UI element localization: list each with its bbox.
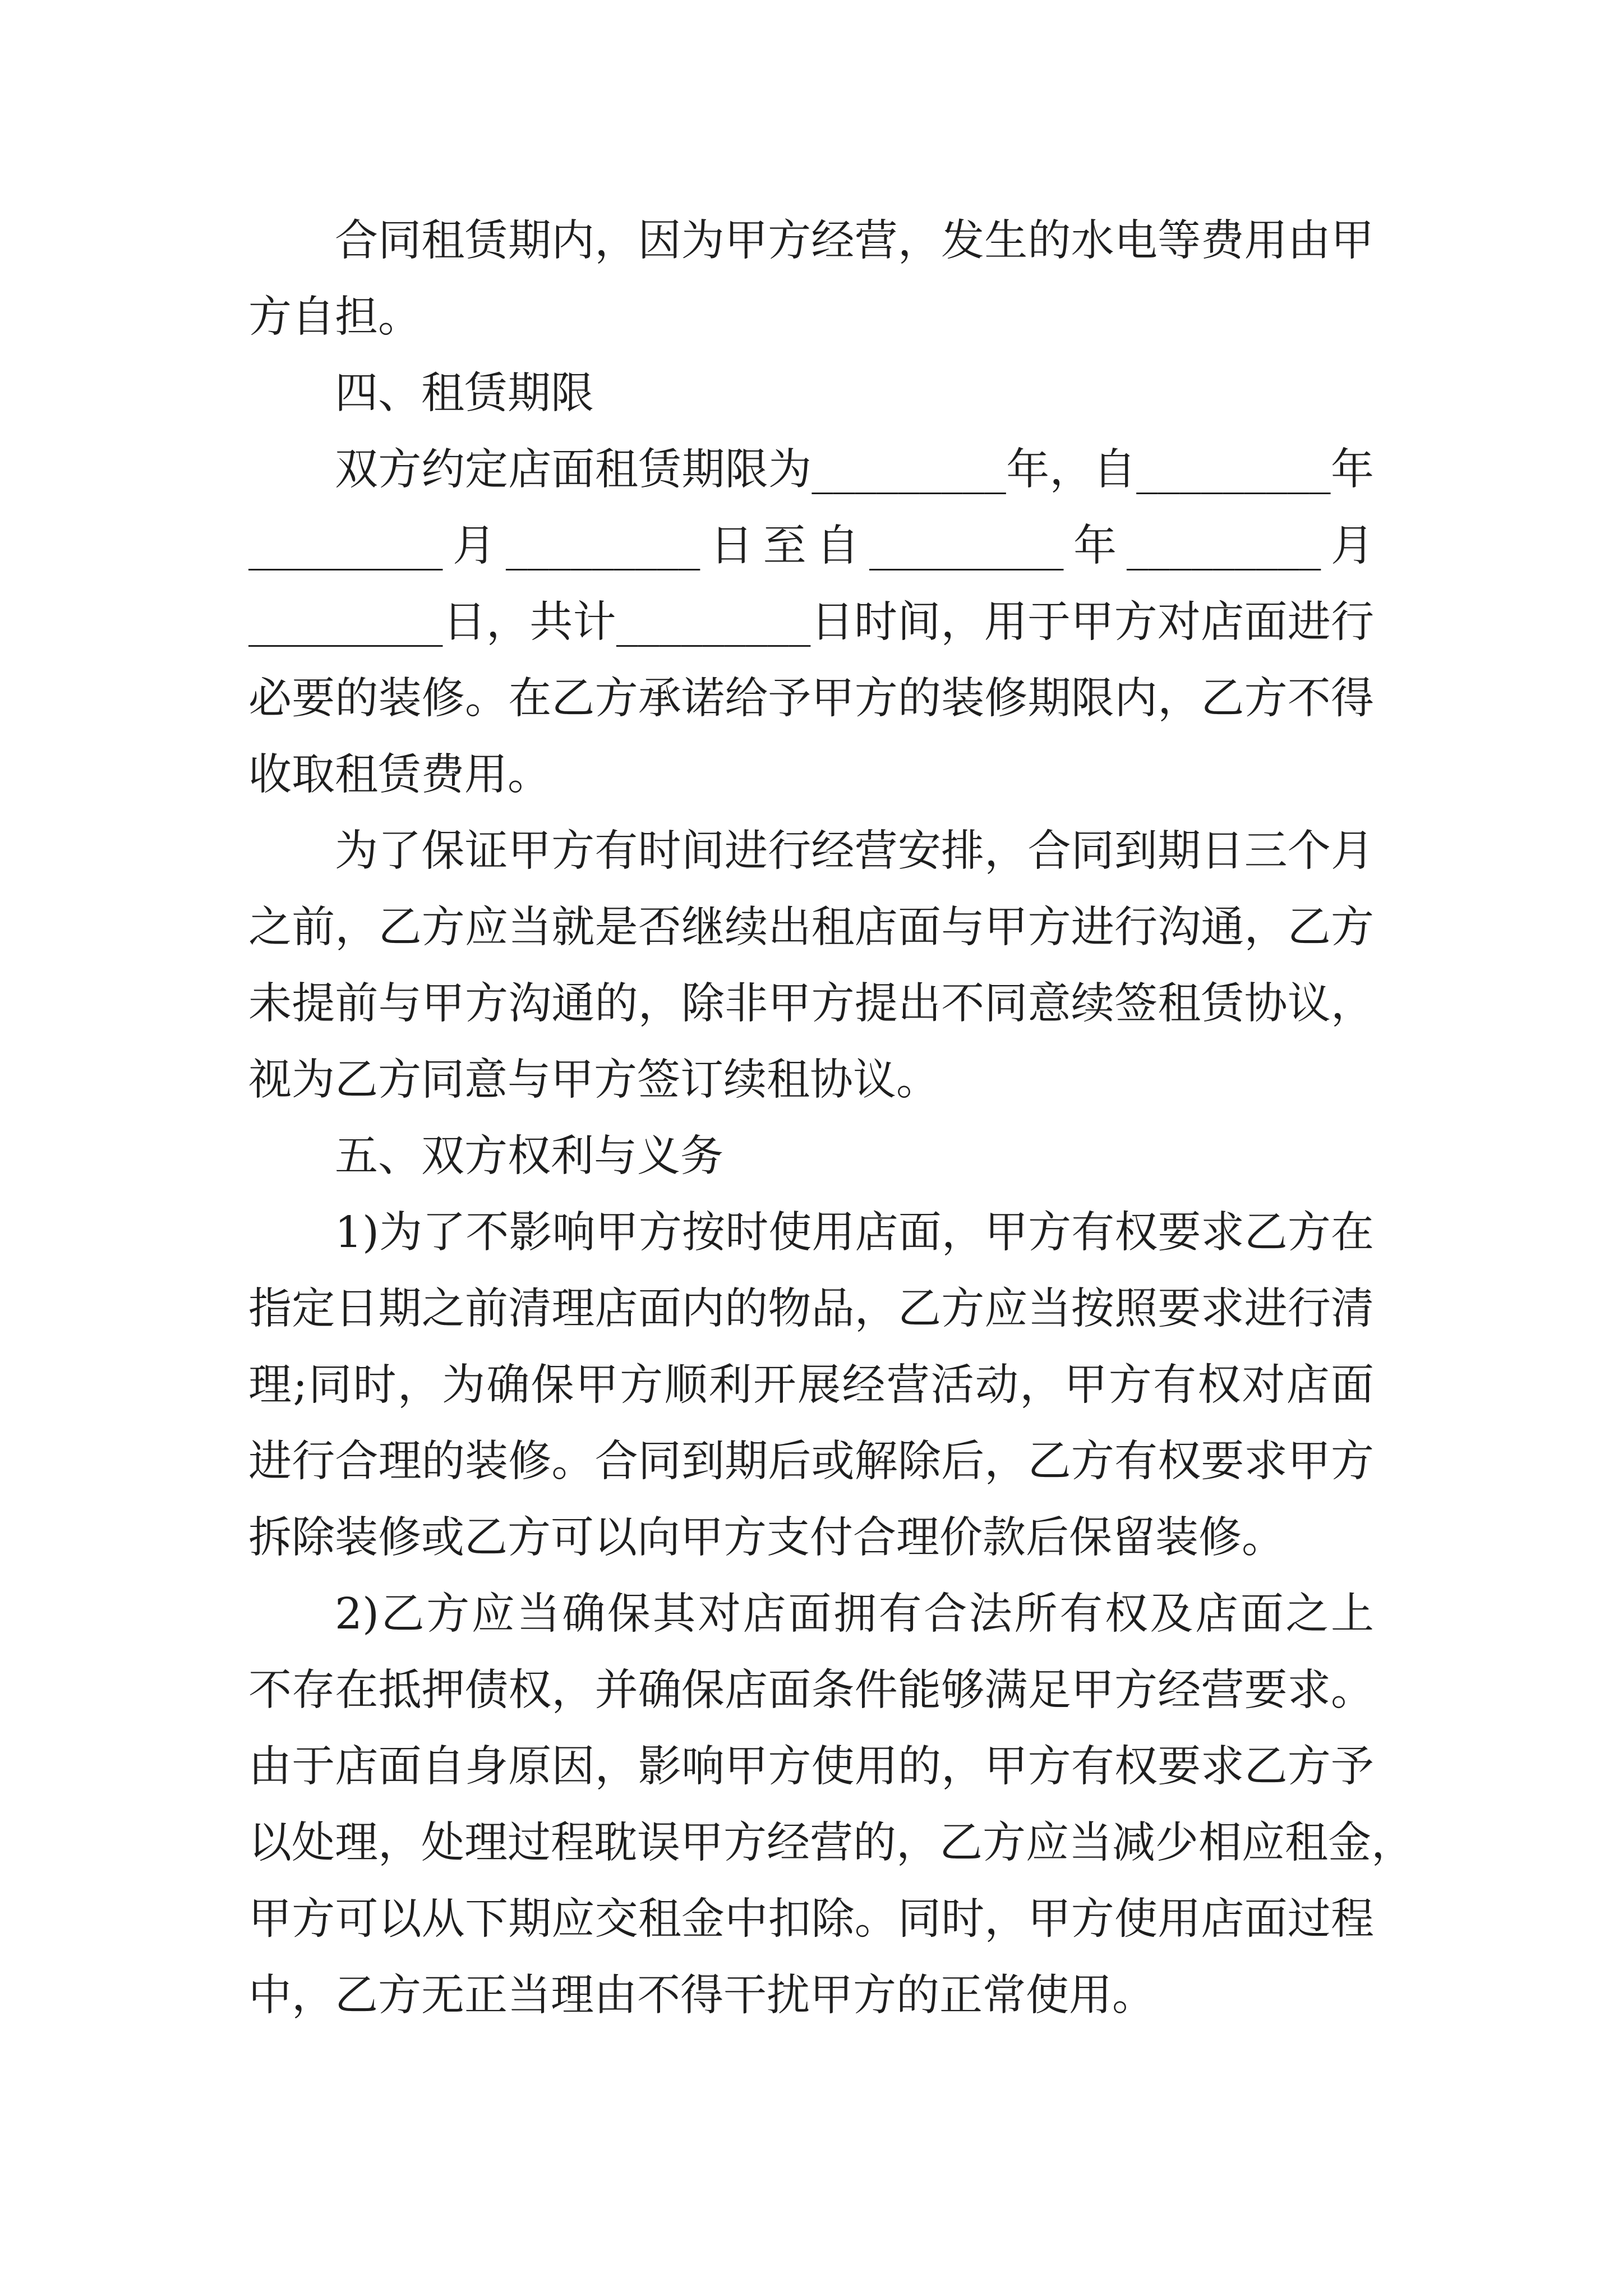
text-line: 收取租赁费用。 [248, 750, 551, 800]
text-line: 1)为了不影响甲方按时使用店面，甲方有权要求乙方在 [335, 1208, 1374, 1258]
text-line: 由于店面自身原因，影响甲方使用的，甲方有权要求乙方予 [248, 1742, 1374, 1792]
section-heading: 五、双方权利与义务 [335, 1131, 723, 1181]
document-body [248, 203, 1414, 2034]
text-line: _________日，共计_________日时间，用于甲方对店面进行 [248, 597, 1374, 647]
text-line: _________月_________日至自_________年_________月 [248, 521, 1374, 571]
text-line: 进行合理的装修。合同到期后或解除后，乙方有权要求甲方 [248, 1437, 1374, 1487]
text-line: 为了保证甲方有时间进行经营安排，合同到期日三个月 [335, 826, 1374, 876]
text-line: 拆除装修或乙方可以向甲方支付合理价款后保留装修。 [248, 1513, 1285, 1563]
paragraph-clause-1 [248, 1195, 1374, 1576]
text-line: 方自担。 [248, 292, 421, 342]
section-heading-rights-obligations [248, 1119, 1374, 1195]
text-line: 2)乙方应当确保其对店面拥有合法所有权及店面之上 [335, 1589, 1374, 1639]
paragraph-renewal [248, 813, 1374, 1119]
text-line: 理;同时，为确保甲方顺利开展经营活动，甲方有权对店面 [248, 1360, 1374, 1410]
text-line: 中，乙方无正当理由不得干扰甲方的正常使用。 [248, 1971, 1155, 2021]
paragraph-lease-term [248, 432, 1374, 813]
text-line: 必要的装修。在乙方承诺给予甲方的装修期限内，乙方不得 [248, 674, 1374, 724]
text-line: 未提前与甲方沟通的，除非甲方提出不同意续签租赁协议， [248, 979, 1374, 1029]
section-heading-lease-term [248, 356, 1374, 432]
text-line: 以处理，处理过程耽误甲方经营的，乙方应当减少相应租金， [248, 1818, 1414, 1868]
text-line: 指定日期之前清理店面内的物品，乙方应当按照要求进行清 [248, 1284, 1374, 1334]
text-line: 视为乙方同意与甲方签订续租协议。 [248, 1055, 939, 1105]
section-heading: 四、租赁期限 [335, 369, 594, 418]
text-line: 合同租赁期内，因为甲方经营，发生的水电等费用由甲 [335, 216, 1374, 266]
paragraph-utilities [248, 203, 1374, 356]
text-line: 之前，乙方应当就是否继续出租店面与甲方进行沟通，乙方 [248, 903, 1374, 953]
text-line: 不存在抵押债权，并确保店面条件能够满足甲方经营要求。 [248, 1665, 1374, 1715]
text-line: 甲方可以从下期应交租金中扣除。同时，甲方使用店面过程 [248, 1894, 1374, 1944]
text-line: 双方约定店面租赁期限为_________年，自_________年 [335, 445, 1374, 495]
paragraph-clause-2 [248, 1576, 1414, 2034]
